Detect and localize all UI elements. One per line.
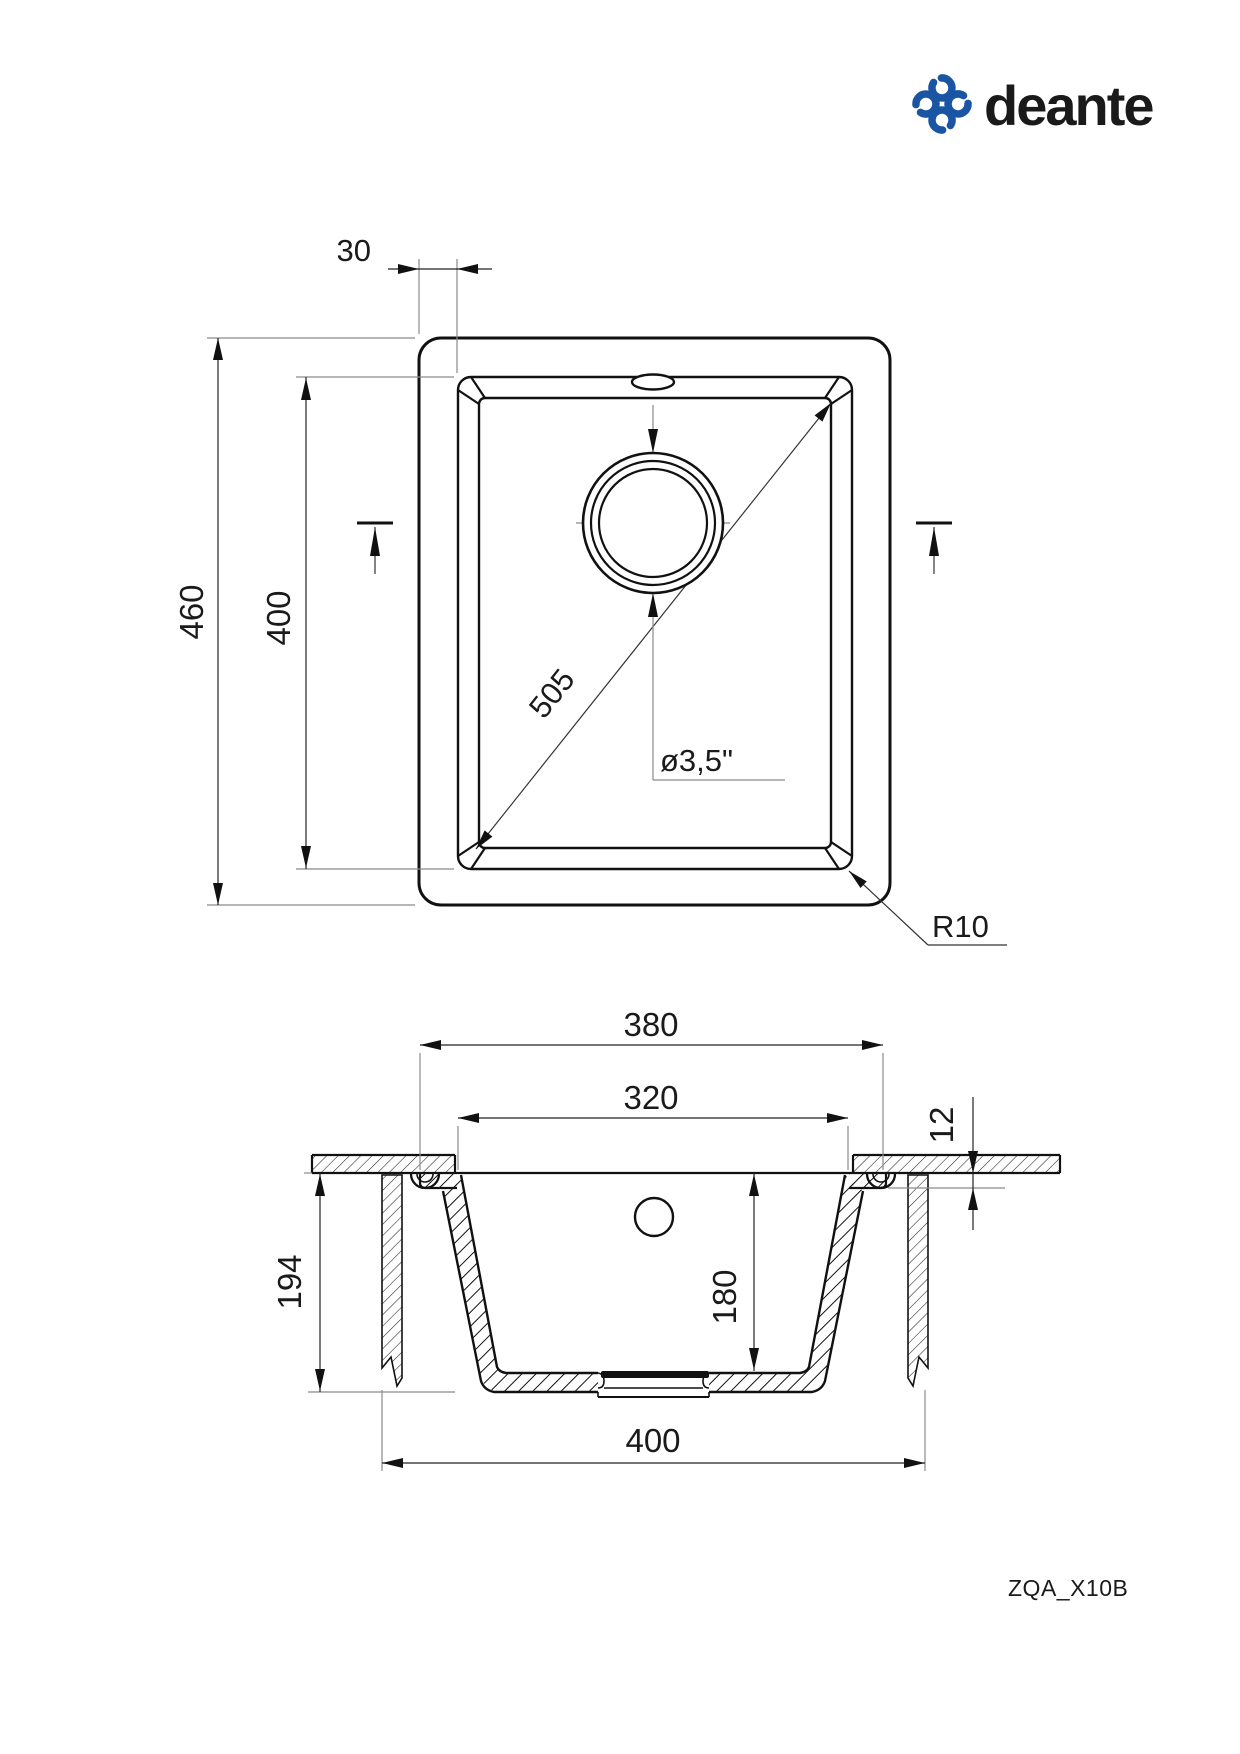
mounting-clips (411, 1174, 895, 1188)
dim-505-label: 505 (521, 662, 582, 725)
dim-460-label: 460 (173, 584, 210, 640)
dim-bowl-height-400 (260, 377, 454, 869)
dim-corner-radius (849, 871, 1007, 945)
dim-cabinet-width-400 (382, 1390, 925, 1471)
dim-drain-label: ø3,5" (660, 743, 734, 778)
brand-logo (913, 74, 1153, 137)
diagonal-arrow-tr (815, 403, 831, 422)
brand-wordmark: deante (984, 74, 1153, 137)
drain-recess (598, 1371, 709, 1397)
dim-180-label: 180 (706, 1269, 743, 1325)
dim-drain-diameter (653, 743, 785, 780)
dim-r10-label: R10 (932, 909, 989, 944)
tap-hole (632, 375, 674, 390)
countertop-left (312, 1155, 455, 1173)
cabinet-panel-right (908, 1175, 928, 1386)
countertop-right (853, 1155, 1060, 1173)
section-view (271, 1006, 1060, 1471)
dim-194-label: 194 (271, 1254, 308, 1310)
dim-bowl-width-320 (458, 1079, 848, 1170)
drain-arrow-bottom (648, 593, 658, 617)
drain-arrow-top (648, 429, 658, 453)
sink-outline-top (419, 338, 890, 905)
drain-plate (601, 1371, 709, 1378)
dim-380-label: 380 (623, 1006, 679, 1043)
overflow-hole (635, 1198, 673, 1236)
dim-total-depth-194 (271, 1173, 455, 1392)
dim-400-label: 400 (260, 590, 297, 646)
dim-30-label: 30 (336, 233, 371, 268)
dim-bowl-depth-180 (706, 1173, 759, 1371)
deante-flower-icon (913, 75, 971, 133)
dim-offset-30 (337, 233, 492, 373)
dim-320-label: 320 (623, 1079, 679, 1116)
cabinet-panel-left (382, 1175, 402, 1386)
drain-ring-outer (583, 453, 723, 593)
dim-12-label: 12 (923, 1106, 960, 1144)
dim-400-cabinet-label: 400 (625, 1422, 681, 1459)
top-view (173, 233, 1007, 945)
product-code: ZQA_X10B (1008, 1575, 1129, 1601)
